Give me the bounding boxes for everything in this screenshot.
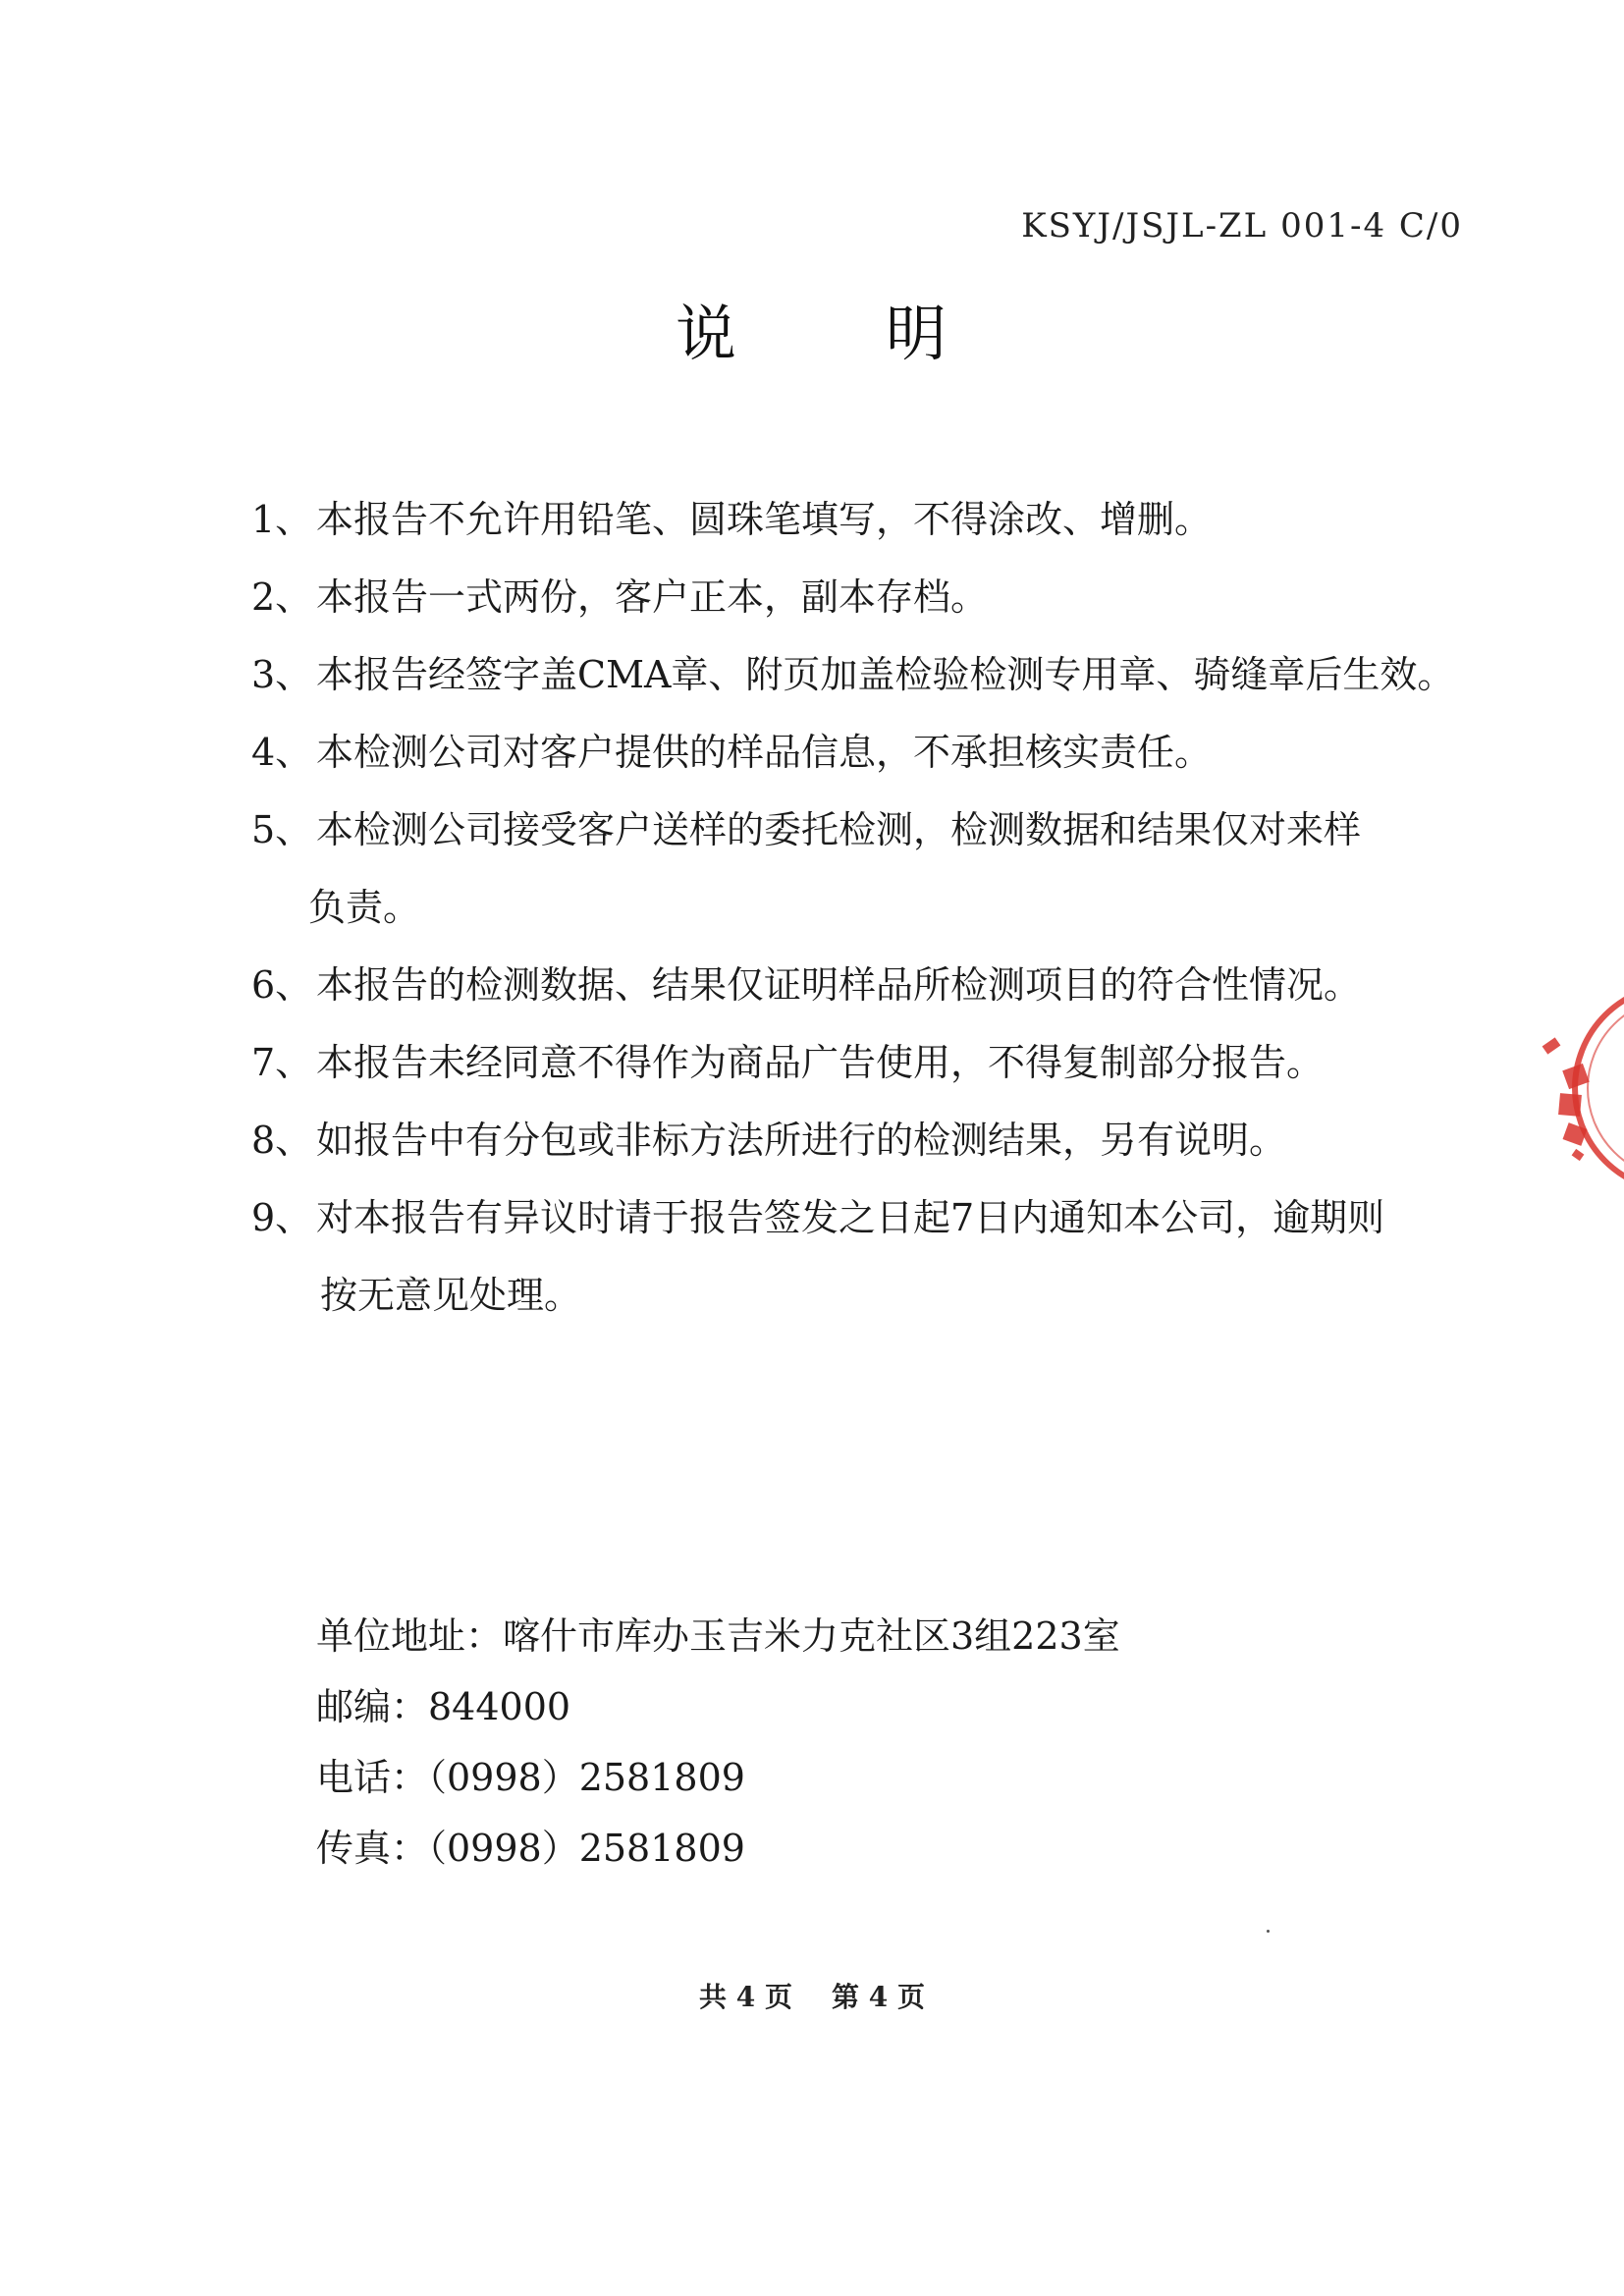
- total-pages: 共 4 页: [699, 1981, 792, 2013]
- clause-number: 1、: [251, 498, 313, 541]
- clause-text: 本报告一式两份，客户正本，副本存档。: [316, 575, 989, 619]
- clause-item: [251, 792, 1469, 869]
- clause-number: 3、: [251, 653, 313, 696]
- clause-item: [251, 947, 1469, 1024]
- clause-number: 7、: [251, 1041, 313, 1084]
- clause-item: [251, 1179, 1469, 1257]
- scan-speck: [1267, 1930, 1270, 1933]
- clause-text: 本检测公司接受客户送样的委托检测，检测数据和结果仅对来样: [316, 808, 1362, 851]
- document-code: KSYJ/JSJL-ZL 001-4 C/0: [1021, 206, 1463, 246]
- fax-line: 传真：（0998）2581809: [316, 1827, 745, 1870]
- clause-text: 本报告不允许用铅笔、圆珠笔填写，不得涂改、增删。: [316, 498, 1213, 541]
- title-char-2: 明: [886, 298, 949, 369]
- clause-number: 8、: [251, 1119, 313, 1162]
- clause-text: 本报告的检测数据、结果仅证明样品所检测项目的符合性情况。: [316, 963, 1362, 1007]
- clause-item: [251, 1024, 1469, 1102]
- title-char-1: 说: [675, 298, 738, 369]
- clause-text: 本报告经签字盖CMA章、附页加盖检验检测专用章、骑缝章后生效。: [316, 653, 1455, 696]
- clause-text: 按无意见处理。: [320, 1274, 582, 1317]
- clause-item: [251, 481, 1469, 559]
- current-page: 第 4 页: [832, 1981, 925, 2013]
- clause-text: 本检测公司对客户提供的样品信息，不承担核实责任。: [316, 731, 1213, 774]
- clause-list: [251, 481, 1469, 1335]
- clause-number: 9、: [251, 1196, 313, 1239]
- contact-info: [316, 1601, 1120, 1884]
- phone-line: 电话：（0998）2581809: [316, 1756, 745, 1799]
- clause-number: 6、: [251, 963, 313, 1007]
- clause-item: [251, 636, 1469, 714]
- clause-continuation: [251, 869, 1469, 947]
- seal-stamp-icon: [1516, 972, 1624, 1218]
- clause-text: 如报告中有分包或非标方法所进行的检测结果，另有说明。: [316, 1119, 1287, 1162]
- clause-number: 2、: [251, 575, 313, 619]
- clause-text: 负责。: [308, 886, 421, 929]
- address-line: 单位地址：喀什市库办玉吉米力克社区3组223室: [316, 1614, 1120, 1658]
- page-footer: [0, 1976, 1624, 2015]
- clause-continuation: [251, 1257, 1469, 1335]
- clause-item: [251, 714, 1469, 792]
- clause-number: 5、: [251, 808, 313, 851]
- clause-text: 本报告未经同意不得作为商品广告使用，不得复制部分报告。: [316, 1041, 1325, 1084]
- clause-item: [251, 559, 1469, 636]
- postcode-line: 邮编：844000: [316, 1685, 571, 1728]
- clause-item: [251, 1102, 1469, 1179]
- clause-text: 对本报告有异议时请于报告签发之日起7日内通知本公司，逾期则: [316, 1196, 1385, 1239]
- page-title: [0, 285, 1624, 372]
- clause-number: 4、: [251, 731, 313, 774]
